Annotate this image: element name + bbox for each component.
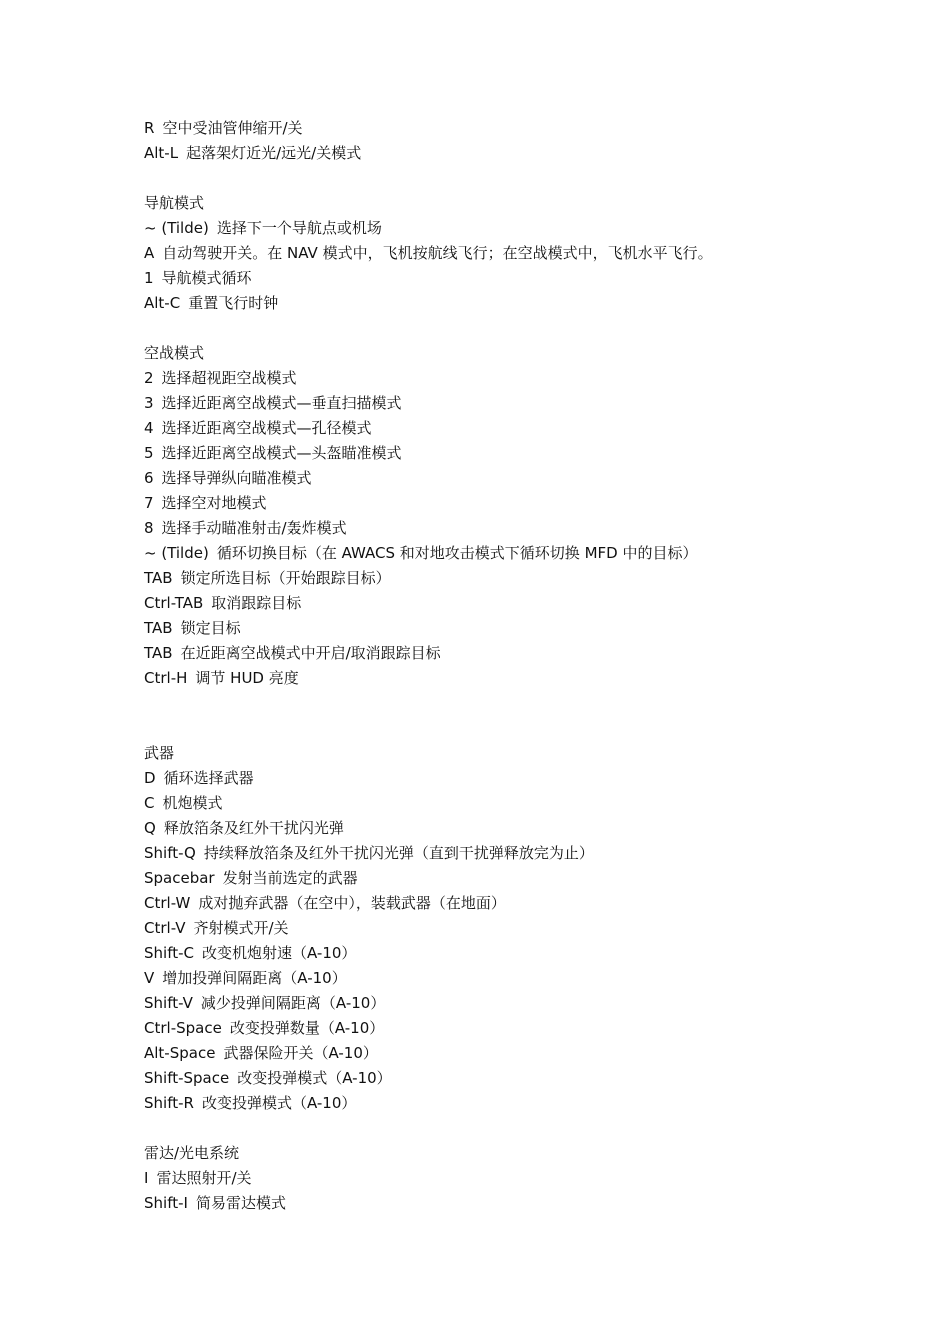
hotkey-key: I — [144, 1169, 149, 1187]
hotkey-description: 持续释放箔条及红外干扰闪光弹（直到干扰弹释放完为止） — [203, 844, 594, 862]
hotkey-description: 选择近距离空战模式—垂直扫描模式 — [161, 394, 402, 412]
hotkey-key: ~ (Tilde) — [144, 219, 209, 237]
hotkey-key: TAB — [144, 569, 173, 587]
hotkey-key: D — [144, 769, 156, 787]
hotkey-description: 增加投弹间隔距离（A-10） — [162, 969, 347, 987]
hotkey-description: 机炮模式 — [162, 794, 223, 812]
section-heading: 雷达/光电系统 — [144, 1144, 240, 1162]
hotkey-description: 改变投弹数量（A-10） — [229, 1019, 385, 1037]
hotkey-row — [144, 416, 904, 441]
hotkey-description: 选择导弹纵向瞄准模式 — [161, 469, 312, 487]
hotkey-list — [144, 116, 904, 1216]
hotkey-row — [144, 816, 904, 841]
hotkey-description: 选择空对地模式 — [161, 494, 267, 512]
hotkey-key: 4 — [144, 419, 154, 437]
hotkey-key: V — [144, 969, 155, 987]
hotkey-row — [144, 516, 904, 541]
hotkey-description: 导航模式循环 — [161, 269, 252, 287]
hotkey-row — [144, 1191, 904, 1216]
hotkey-description: 重置飞行时钟 — [188, 294, 279, 312]
hotkey-description: 取消跟踪目标 — [211, 594, 302, 612]
hotkey-row — [144, 391, 904, 416]
hotkey-description: 调节 HUD 亮度 — [195, 669, 299, 687]
hotkey-description: 循环选择武器 — [163, 769, 254, 787]
hotkey-key: Ctrl-W — [144, 894, 191, 912]
hotkey-row — [144, 1166, 904, 1191]
blank-line — [144, 1116, 904, 1141]
hotkey-description: 选择近距离空战模式—孔径模式 — [161, 419, 372, 437]
hotkey-row — [144, 766, 904, 791]
hotkey-row — [144, 1091, 904, 1116]
hotkey-key: Ctrl-Space — [144, 1019, 222, 1037]
hotkey-key: Alt-Space — [144, 1044, 216, 1062]
blank-line — [144, 316, 904, 341]
hotkey-description: 循环切换目标（在 AWACS 和对地攻击模式下循环切换 MFD 中的目标） — [216, 544, 698, 562]
hotkey-row — [144, 366, 904, 391]
hotkey-key: Shift-Q — [144, 844, 196, 862]
hotkey-row — [144, 616, 904, 641]
blank-line — [144, 691, 904, 716]
hotkey-row — [144, 641, 904, 666]
hotkey-row — [144, 991, 904, 1016]
hotkey-key: Ctrl-TAB — [144, 594, 204, 612]
hotkey-key: TAB — [144, 619, 173, 637]
hotkey-description: 改变机炮射速（A-10） — [201, 944, 357, 962]
hotkey-key: Shift-R — [144, 1094, 194, 1112]
hotkey-row — [144, 566, 904, 591]
hotkey-description: 锁定目标 — [180, 619, 241, 637]
hotkey-row — [144, 291, 904, 316]
hotkey-description: 选择手动瞄准射击/轰炸模式 — [161, 519, 347, 537]
hotkey-description: 改变投弹模式（A-10） — [201, 1094, 357, 1112]
hotkey-description: 武器保险开关（A-10） — [223, 1044, 378, 1062]
hotkey-row — [144, 916, 904, 941]
hotkey-description: 改变投弹模式（A-10） — [237, 1069, 392, 1087]
hotkey-key: ~ (Tilde) — [144, 544, 209, 562]
hotkey-row — [144, 941, 904, 966]
section-general — [144, 116, 904, 166]
section-air-combat — [144, 341, 904, 691]
hotkey-key: Q — [144, 819, 156, 837]
hotkey-key: A — [144, 244, 155, 262]
hotkey-row — [144, 791, 904, 816]
hotkey-description: 选择近距离空战模式—头盔瞄准模式 — [161, 444, 402, 462]
hotkey-description: 释放箔条及红外干扰闪光弹 — [163, 819, 344, 837]
hotkey-key: Shift-Space — [144, 1069, 230, 1087]
hotkey-description: 简易雷达模式 — [195, 1194, 286, 1212]
hotkey-row — [144, 266, 904, 291]
section-heading: 武器 — [144, 744, 175, 762]
hotkey-description: 发射当前选定的武器 — [222, 869, 358, 887]
hotkey-description: 锁定所选目标（开始跟踪目标） — [180, 569, 391, 587]
hotkey-description: 雷达照射开/关 — [156, 1169, 252, 1187]
section-radar — [144, 1141, 904, 1216]
section-heading: 空战模式 — [144, 344, 205, 362]
section-heading: 导航模式 — [144, 194, 205, 212]
hotkey-description: 自动驾驶开关。在 NAV 模式中，飞机按航线飞行；在空战模式中，飞机水平飞行。 — [162, 244, 713, 262]
hotkey-row — [144, 591, 904, 616]
hotkey-key: 2 — [144, 369, 154, 387]
hotkey-key: Spacebar — [144, 869, 215, 887]
hotkey-key: 5 — [144, 444, 154, 462]
hotkey-row — [144, 666, 904, 691]
hotkey-row — [144, 1016, 904, 1041]
hotkey-description: 选择下一个导航点或机场 — [216, 219, 382, 237]
hotkey-key: 7 — [144, 494, 154, 512]
hotkey-row — [144, 891, 904, 916]
section-weapons — [144, 741, 904, 1116]
hotkey-key: Shift-C — [144, 944, 194, 962]
blank-line — [144, 166, 904, 191]
hotkey-key: Alt-C — [144, 294, 181, 312]
hotkey-row — [144, 441, 904, 466]
hotkey-description: 减少投弹间隔距离（A-10） — [200, 994, 386, 1012]
hotkey-key: Ctrl-V — [144, 919, 186, 937]
hotkey-key: 1 — [144, 269, 154, 287]
hotkey-key: 3 — [144, 394, 154, 412]
hotkey-key: 6 — [144, 469, 154, 487]
hotkey-key: C — [144, 794, 155, 812]
hotkey-row — [144, 466, 904, 491]
hotkey-row — [144, 966, 904, 991]
hotkey-key: Shift-I — [144, 1194, 188, 1212]
hotkey-description: 齐射模式开/关 — [193, 919, 289, 937]
hotkey-row — [144, 216, 904, 241]
hotkey-key: TAB — [144, 644, 173, 662]
hotkey-description: 起落架灯近光/远光/关模式 — [186, 144, 362, 162]
hotkey-row — [144, 491, 904, 516]
hotkey-row — [144, 116, 904, 141]
hotkey-row — [144, 241, 904, 266]
section-navigation — [144, 191, 904, 316]
hotkey-row — [144, 1041, 904, 1066]
hotkey-row — [144, 841, 904, 866]
hotkey-row — [144, 1066, 904, 1091]
hotkey-row — [144, 866, 904, 891]
hotkey-key: Alt-L — [144, 144, 179, 162]
hotkey-description: 选择超视距空战模式 — [161, 369, 297, 387]
hotkey-row — [144, 141, 904, 166]
hotkey-key: R — [144, 119, 155, 137]
hotkey-description: 在近距离空战模式中开启/取消跟踪目标 — [180, 644, 441, 662]
hotkey-description: 空中受油管伸缩开/关 — [162, 119, 303, 137]
hotkey-row — [144, 541, 904, 566]
hotkey-key: Ctrl-H — [144, 669, 188, 687]
blank-line — [144, 716, 904, 741]
hotkey-description: 成对抛弃武器（在空中），装载武器（在地面） — [198, 894, 506, 912]
hotkey-key: Shift-V — [144, 994, 193, 1012]
hotkey-key: 8 — [144, 519, 154, 537]
